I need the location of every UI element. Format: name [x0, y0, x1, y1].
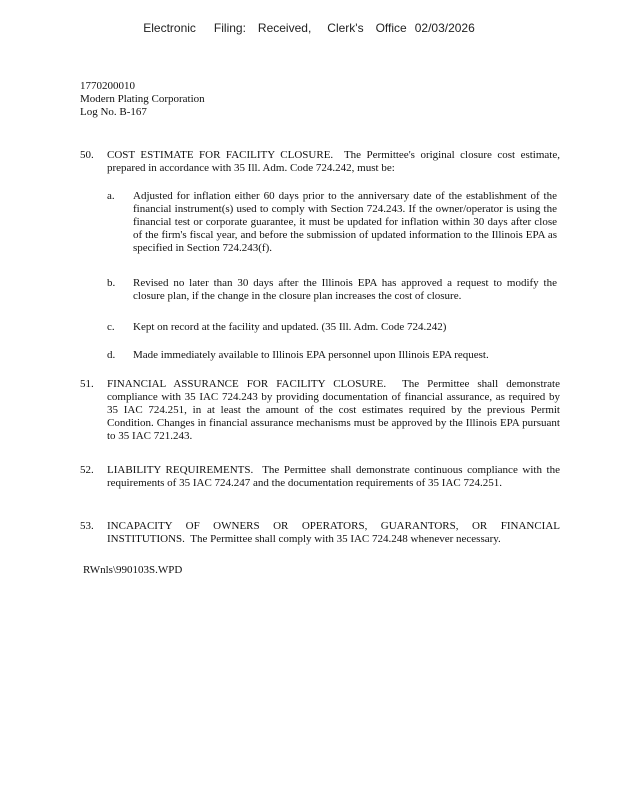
condition-text: The Permittee shall demonstrate compliance with 35 IAC 724.243 by providing documentation of financial assurance, as required by 35 IAC 724.251, in at least the amount of the cost estimates required by the previous Permit Condition. Changes in financial assurance mechanisms must be approved by the Illinois EPA pursuant to 35 IAC 721.243. [107, 378, 560, 442]
condition-body [107, 149, 560, 175]
company-name: Modern Plating Corporation [80, 93, 205, 105]
condition-text: The Permittee shall comply with 35 IAC 724.248 whenever necessary. [190, 533, 501, 545]
condition-title: FINANCIAL ASSURANCE FOR FACILITY CLOSURE. [107, 378, 387, 390]
stamp-word-electronic: Electronic [143, 21, 196, 35]
subitem-letter: a. [107, 190, 115, 202]
stamp-date: 02/03/2026 [414, 21, 475, 35]
condition-title: INCAPACITY OF OWNERS OR OPERATORS, GUARANTORS, OR FINANCIAL INSTITUTIONS. [107, 520, 560, 545]
condition-title: LIABILITY REQUIREMENTS. [107, 464, 254, 476]
condition-number: 50. [80, 149, 94, 161]
condition-51 [80, 378, 560, 443]
condition-text: The Permittee's original closure cost estimate, prepared in accordance with 35 Ill. Adm. Code 724.242, must be: [107, 149, 560, 174]
subitem-text: Adjusted for inflation either 60 days prior to the anniversary date of the establishment of the financial instrument(s) used to comply with Section 724.243. If the owner/operator is using the financial test or corporate guarantee, it must be updated for inflation within 30 days after close of the firm's fiscal year, and before the submission of updated information to the Illinois EPA as specified in Section 724.243(f). [133, 190, 557, 254]
subitem-letter: b. [107, 277, 116, 289]
permit-header [80, 80, 205, 119]
condition-title: COST ESTIMATE FOR FACILITY CLOSURE. [107, 149, 334, 161]
condition-50 [80, 149, 560, 175]
log-number: Log No. B-167 [80, 106, 147, 118]
condition-body [107, 520, 560, 546]
subitem-letter: d. [107, 349, 116, 361]
condition-number: 53. [80, 520, 94, 532]
condition-body [107, 464, 560, 490]
condition-52 [80, 464, 560, 490]
file-reference: RWnls\990103S.WPD [83, 564, 183, 576]
condition-50-c [107, 321, 557, 334]
subitem-text: Revised no later than 30 days after the Illinois EPA has approved a request to modify the closure plan, if the change in the closure plan increases the cost of closure. [133, 277, 557, 302]
stamp-word-received: Received, [257, 21, 312, 35]
condition-number: 51. [80, 378, 94, 390]
condition-50-a [107, 190, 557, 255]
stamp-word-filing: Filing: [213, 21, 246, 35]
condition-50-d [107, 349, 557, 362]
condition-text: The Permittee shall demonstrate continuous compliance with the requirements of 35 IAC 724.247 and the documentation requirements of 35 IAC 724.251. [107, 464, 560, 489]
stamp-word-clerks: Clerk's [327, 21, 364, 35]
subitem-text: Made immediately available to Illinois EPA personnel upon Illinois EPA request. [133, 349, 489, 361]
permit-number: 1770200010 [80, 80, 135, 92]
condition-body [107, 378, 560, 443]
condition-50-b [107, 277, 557, 303]
condition-number: 52. [80, 464, 94, 476]
stamp-word-office: Office [375, 21, 407, 35]
subitem-text: Kept on record at the facility and updated. (35 Ill. Adm. Code 724.242) [133, 321, 447, 333]
electronic-filing-stamp [0, 21, 618, 35]
subitem-letter: c. [107, 321, 115, 333]
condition-53 [80, 520, 560, 546]
